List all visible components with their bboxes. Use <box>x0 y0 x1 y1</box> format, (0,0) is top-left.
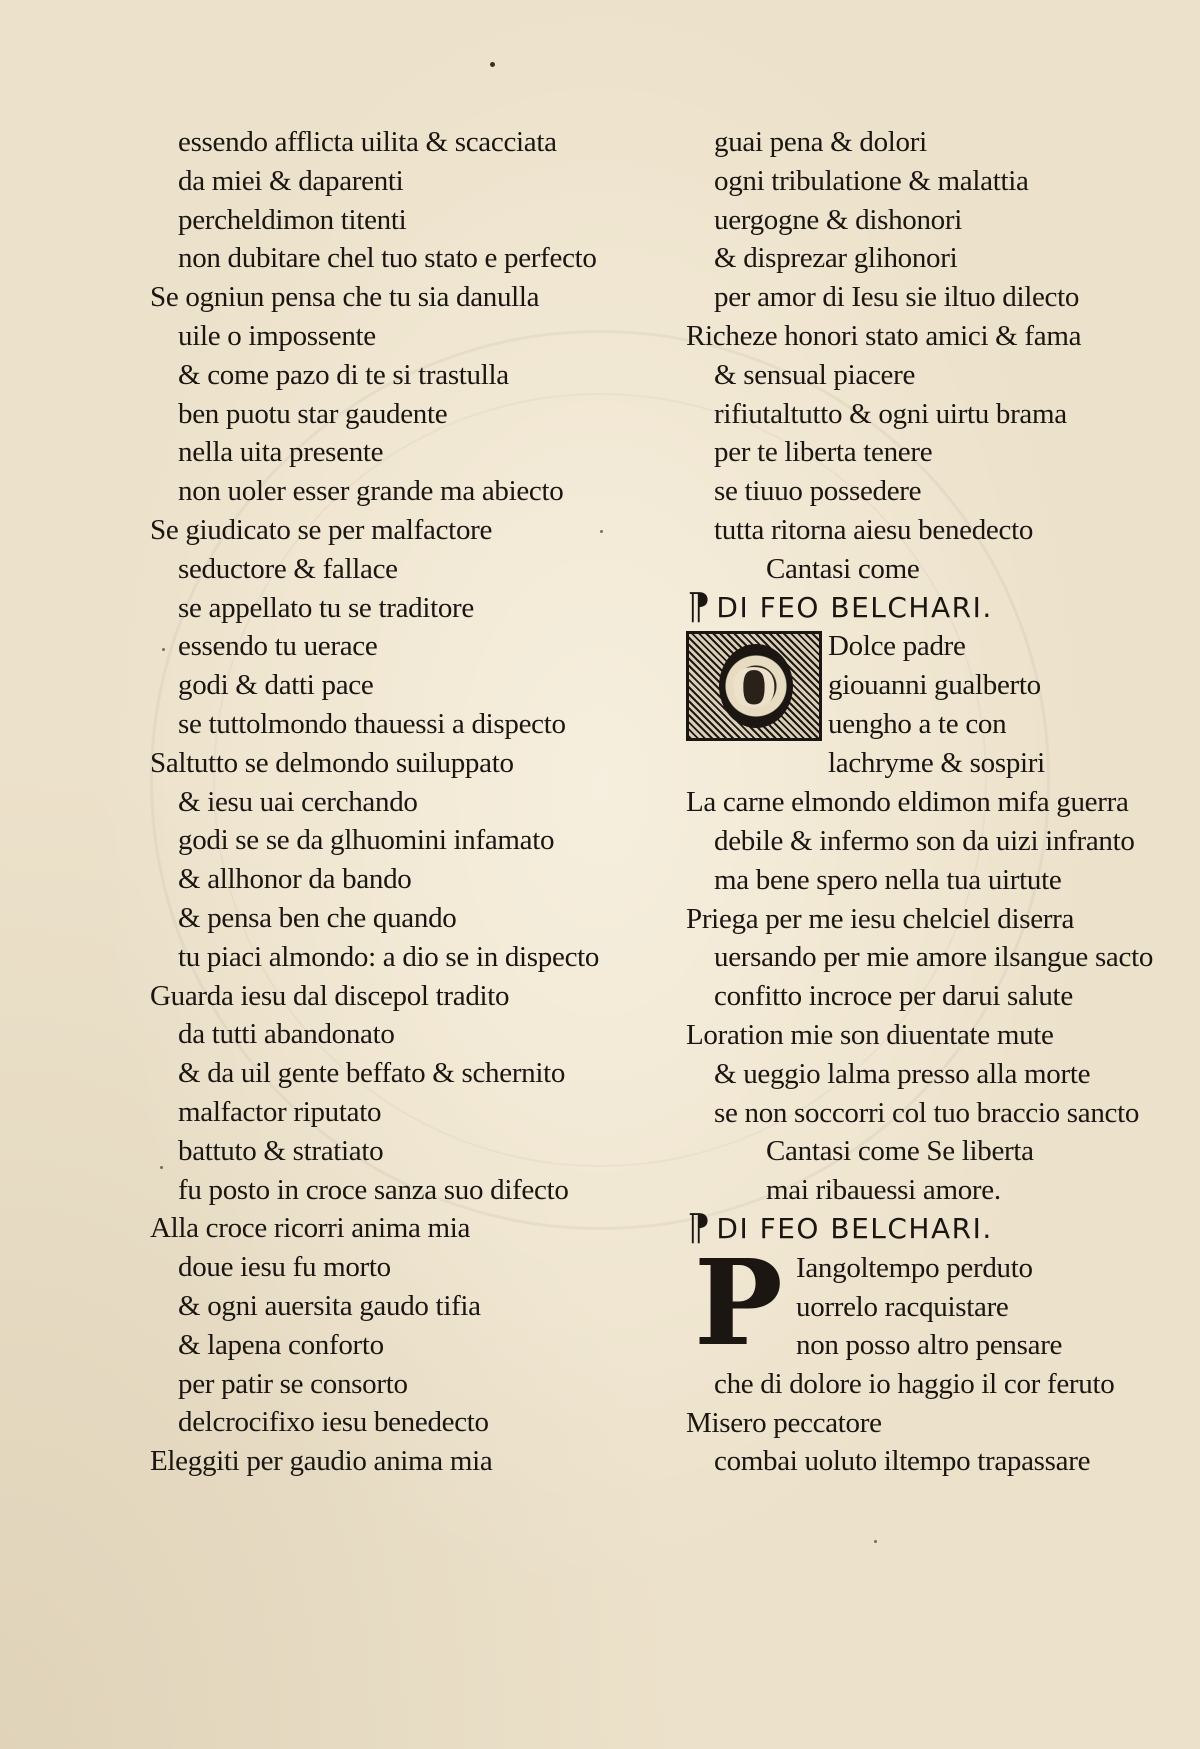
left-column <box>150 123 670 1481</box>
text-line: delcrocifixo iesu benedecto <box>178 1406 489 1439</box>
text-line: giouanni gualberto <box>828 669 1041 702</box>
text-line: Loration mie son diuentate mute <box>686 1018 1054 1051</box>
text-line: se non soccorri col tuo braccio sancto <box>714 1096 1140 1129</box>
text-line: Eleggiti per gaudio anima mia <box>150 1445 493 1478</box>
text-line: confitto incroce per darui salute <box>714 980 1073 1013</box>
text-line: Cantasi come <box>766 552 920 585</box>
text-line: combai uoluto iltempo trapassare <box>714 1445 1091 1478</box>
text-line: uorrelo racquistare <box>796 1290 1009 1323</box>
text-line: non dubitare chel tuo stato e perfecto <box>178 242 597 275</box>
text-line: Se giudicato se per malfactore <box>150 513 493 546</box>
text-line: tutta ritorna aiesu benedecto <box>714 513 1034 546</box>
text-line: guai pena & dolori <box>714 126 927 158</box>
text-line: & ogni auersita gaudo tifia <box>178 1289 481 1322</box>
text-line: doue iesu fu morto <box>178 1251 391 1284</box>
text-line: Iangoltempo perduto <box>796 1251 1033 1284</box>
text-line: & da uil gente beffato & schernito <box>178 1057 566 1090</box>
text-line: & iesu uai cerchando <box>178 785 418 818</box>
text-line: da tutti abandonato <box>178 1018 395 1051</box>
text-line: & lapena conforto <box>178 1328 384 1361</box>
right-column <box>686 123 1186 1481</box>
text-line: uergogne & dishonori <box>714 203 962 236</box>
text-line: per te liberta tenere <box>714 436 933 469</box>
text-line: debile & infermo son da uizi infranto <box>714 824 1135 857</box>
decorated-initial-icon <box>686 631 822 741</box>
text-line: se tuttolmondo thauessi a dispecto <box>178 707 566 740</box>
text-line: uersando per mie amore ilsangue sacto <box>714 941 1154 974</box>
text-line: tu piaci almondo: a dio se in dispecto <box>178 940 600 973</box>
text-line: Alla croce ricorri anima mia <box>150 1212 471 1245</box>
text-line: se tiuuo possedere <box>714 475 922 508</box>
text-line: ben puotu star gaudente <box>178 397 448 430</box>
heading-text: DI FEO BELCHARI. <box>716 1211 993 1245</box>
text-line: lachryme & sospiri <box>828 747 1045 780</box>
text-line: fu posto in croce sanza suo difecto <box>178 1173 569 1206</box>
text-line: La carne elmondo eldimon mifa guerra <box>686 786 1129 819</box>
text-line: Saltutto se delmondo suiluppato <box>150 746 514 779</box>
text-line: & allhonor da bando <box>178 863 412 896</box>
text-line: per patir se consorto <box>178 1367 408 1400</box>
text-line: uengho a te con <box>828 707 1007 740</box>
text-line: malfactor riputato <box>178 1095 382 1128</box>
text-line: Dolce padre <box>828 630 966 663</box>
text-line: Se ogniun pensa che tu sia danulla <box>150 281 540 314</box>
large-initial-letter: P <box>694 1232 783 1372</box>
pilcrow-mark: ¶ <box>686 1207 711 1249</box>
text-line: Cantasi come Se liberta <box>766 1135 1034 1168</box>
text-line: uile o impossente <box>178 319 376 352</box>
text-line: Priega per me iesu chelciel diserra <box>686 902 1075 935</box>
text-line: non uoler esser grande ma abiecto <box>178 475 564 508</box>
text-line: battuto & stratiato <box>178 1134 384 1167</box>
heading-text: DI FEO BELCHARI. <box>716 590 993 624</box>
ink-speck <box>490 62 495 67</box>
initial-letter: O <box>730 654 778 721</box>
text-line: da miei & daparenti <box>178 164 404 197</box>
text-line: Richeze honori stato amici & fama <box>686 319 1082 352</box>
text-line: & pensa ben che quando <box>178 901 457 934</box>
text-line: ma bene spero nella tua uirtute <box>714 863 1062 896</box>
text-line: & ueggio lalma presso alla morte <box>714 1057 1091 1090</box>
text-line: se appellato tu se traditore <box>178 591 474 624</box>
pilcrow-mark: ¶ <box>686 586 711 628</box>
text-line: rifiutaltutto & ogni uirtu brama <box>714 397 1067 430</box>
text-line: percheldimon titenti <box>178 203 407 236</box>
text-line: per amor di Iesu sie iltuo dilecto <box>714 281 1080 314</box>
text-line: & sensual piacere <box>714 358 916 391</box>
decorated-initial-block <box>686 627 1186 782</box>
text-line: essendo afflicta uilita & scacciata <box>178 126 557 158</box>
text-line: ogni tribulatione & malattia <box>714 164 1029 197</box>
text-line: & disprezar glihonori <box>714 242 958 275</box>
text-line: godi & datti pace <box>178 669 374 702</box>
large-initial-block <box>686 1232 1186 1372</box>
text-line: godi se se da glhuomini infamato <box>178 824 555 857</box>
text-line: mai ribauessi amore. <box>766 1174 1001 1207</box>
section-heading <box>686 586 1186 628</box>
text-line: Misero peccatore <box>686 1406 882 1439</box>
text-line: seductore & fallace <box>178 552 398 585</box>
text-line: essendo tu uerace <box>178 630 378 663</box>
text-line: Guarda iesu dal discepol tradito <box>150 979 510 1012</box>
text-line: che di dolore io haggio il cor feruto <box>714 1367 1115 1400</box>
text-line: & come pazo di te si trastulla <box>178 358 509 391</box>
text-line: non posso altro pensare <box>796 1329 1063 1362</box>
text-line: nella uita presente <box>178 436 384 469</box>
